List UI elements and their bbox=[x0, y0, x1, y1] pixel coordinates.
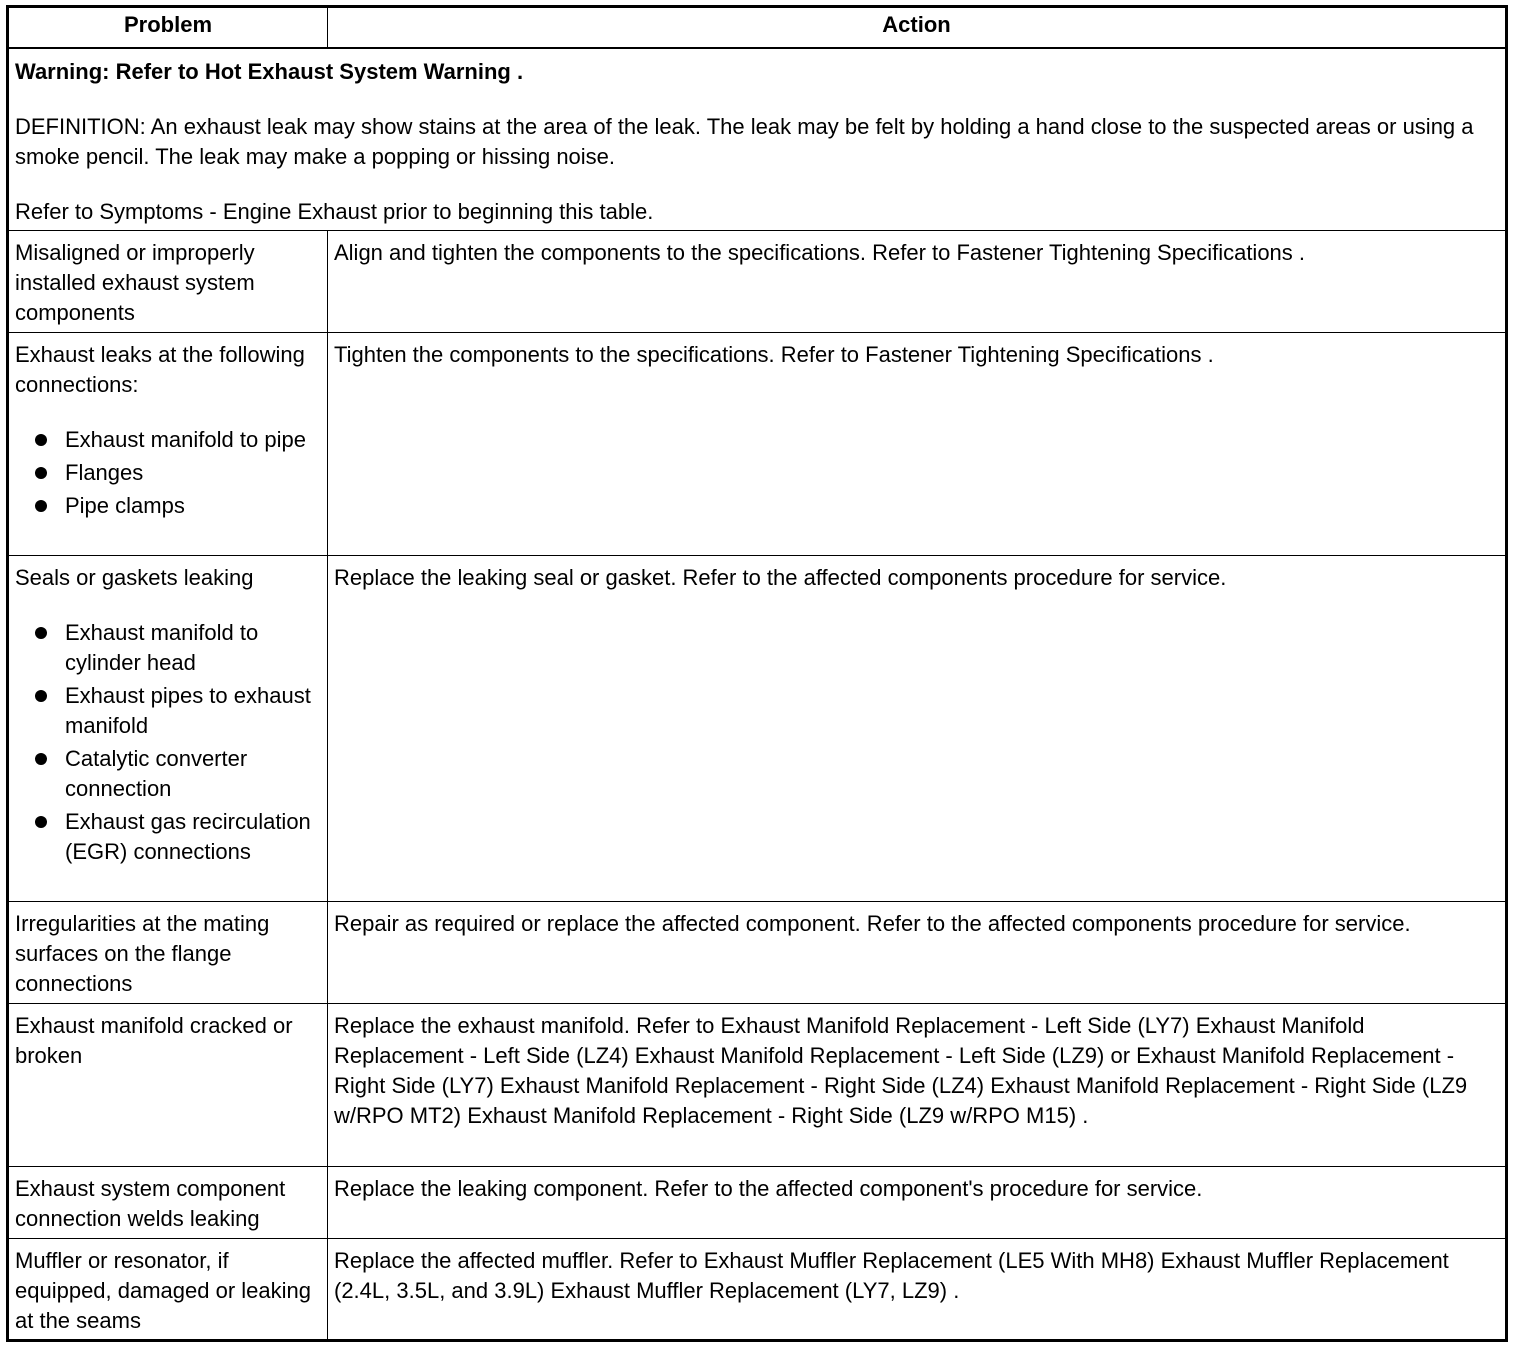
list-item: Flanges bbox=[15, 458, 322, 488]
action-cell: Repair as required or replace the affected component. Refer to the affected components procedure for service. bbox=[328, 901, 1507, 1003]
header-row bbox=[8, 7, 1507, 49]
action-cell: Tighten the components to the specifications. Refer to Fastener Tightening Specifications . bbox=[328, 332, 1507, 555]
problem-cell: Muffler or resonator, if equipped, damaged or leaking at the seams bbox=[8, 1238, 328, 1340]
problem-cell: Exhaust system component connection welds leaking bbox=[8, 1166, 328, 1238]
problem-cell: Misaligned or improperly installed exhaust system components bbox=[8, 230, 328, 332]
header-action: Action bbox=[328, 7, 1507, 49]
problem-cell: Exhaust manifold cracked or broken bbox=[8, 1003, 328, 1166]
table-row bbox=[8, 332, 1507, 555]
action-cell: Replace the exhaust manifold. Refer to Exhaust Manifold Replacement - Left Side (LY7) Exhaust Manifold Replacement - Left Side (LZ4) Exhaust Manifold Replacement - Left Side (LZ9) or Exhaust Manifold Replacement - Right Side (LY7) Exhaust Manifold Replacement - Right Side (LZ4) Exhaust Manifold Replacement - Right Side (LZ9 w/RPO MT2) Exhaust Manifold Replacement - Right Side (LZ9 w/RPO M15) . bbox=[328, 1003, 1507, 1166]
action-cell: Align and tighten the components to the specifications. Refer to Fastener Tightening Specifications . bbox=[328, 230, 1507, 332]
table-row bbox=[8, 1003, 1507, 1166]
table-row bbox=[8, 555, 1507, 901]
bullet-list bbox=[15, 618, 322, 867]
list-item: Pipe clamps bbox=[15, 491, 322, 521]
table-row bbox=[8, 901, 1507, 1003]
list-item: Exhaust manifold to pipe bbox=[15, 425, 322, 455]
intro-cell bbox=[8, 48, 1507, 230]
list-item: Exhaust gas recirculation (EGR) connections bbox=[15, 807, 322, 867]
header-problem: Problem bbox=[8, 7, 328, 49]
warning-text: Warning: Refer to Hot Exhaust System Warning . bbox=[15, 59, 524, 84]
table-row bbox=[8, 1166, 1507, 1238]
intro-row bbox=[8, 48, 1507, 230]
diagnostic-table bbox=[6, 5, 1508, 1342]
bullet-list bbox=[15, 425, 322, 521]
list-item: Exhaust pipes to exhaust manifold bbox=[15, 681, 322, 741]
problem-text: Seals or gaskets leaking bbox=[15, 564, 254, 590]
table-row bbox=[8, 1238, 1507, 1340]
problem-cell: Irregularities at the mating surfaces on the flange connections bbox=[8, 901, 328, 1003]
problem-text: Exhaust leaks at the following connections: bbox=[15, 341, 305, 397]
problem-cell bbox=[8, 555, 328, 901]
action-cell: Replace the leaking seal or gasket. Refer to the affected components procedure for service. bbox=[328, 555, 1507, 901]
refer-text: Refer to Symptoms - Engine Exhaust prior to beginning this table. bbox=[15, 199, 654, 224]
list-item: Catalytic converter connection bbox=[15, 744, 322, 804]
action-cell: Replace the affected muffler. Refer to Exhaust Muffler Replacement (LE5 With MH8) Exhaust Muffler Replacement (2.4L, 3.5L, and 3.9L) Exhaust Muffler Replacement (LY7, LZ9) . bbox=[328, 1238, 1507, 1340]
definition-text: DEFINITION: An exhaust leak may show stains at the area of the leak. The leak may be felt by holding a hand close to the suspected areas or using a smoke pencil. The leak may make a popping or hissing noise. bbox=[15, 114, 1474, 169]
action-cell: Replace the leaking component. Refer to the affected component's procedure for service. bbox=[328, 1166, 1507, 1238]
problem-cell bbox=[8, 332, 328, 555]
list-item: Exhaust manifold to cylinder head bbox=[15, 618, 322, 678]
table-row bbox=[8, 230, 1507, 332]
